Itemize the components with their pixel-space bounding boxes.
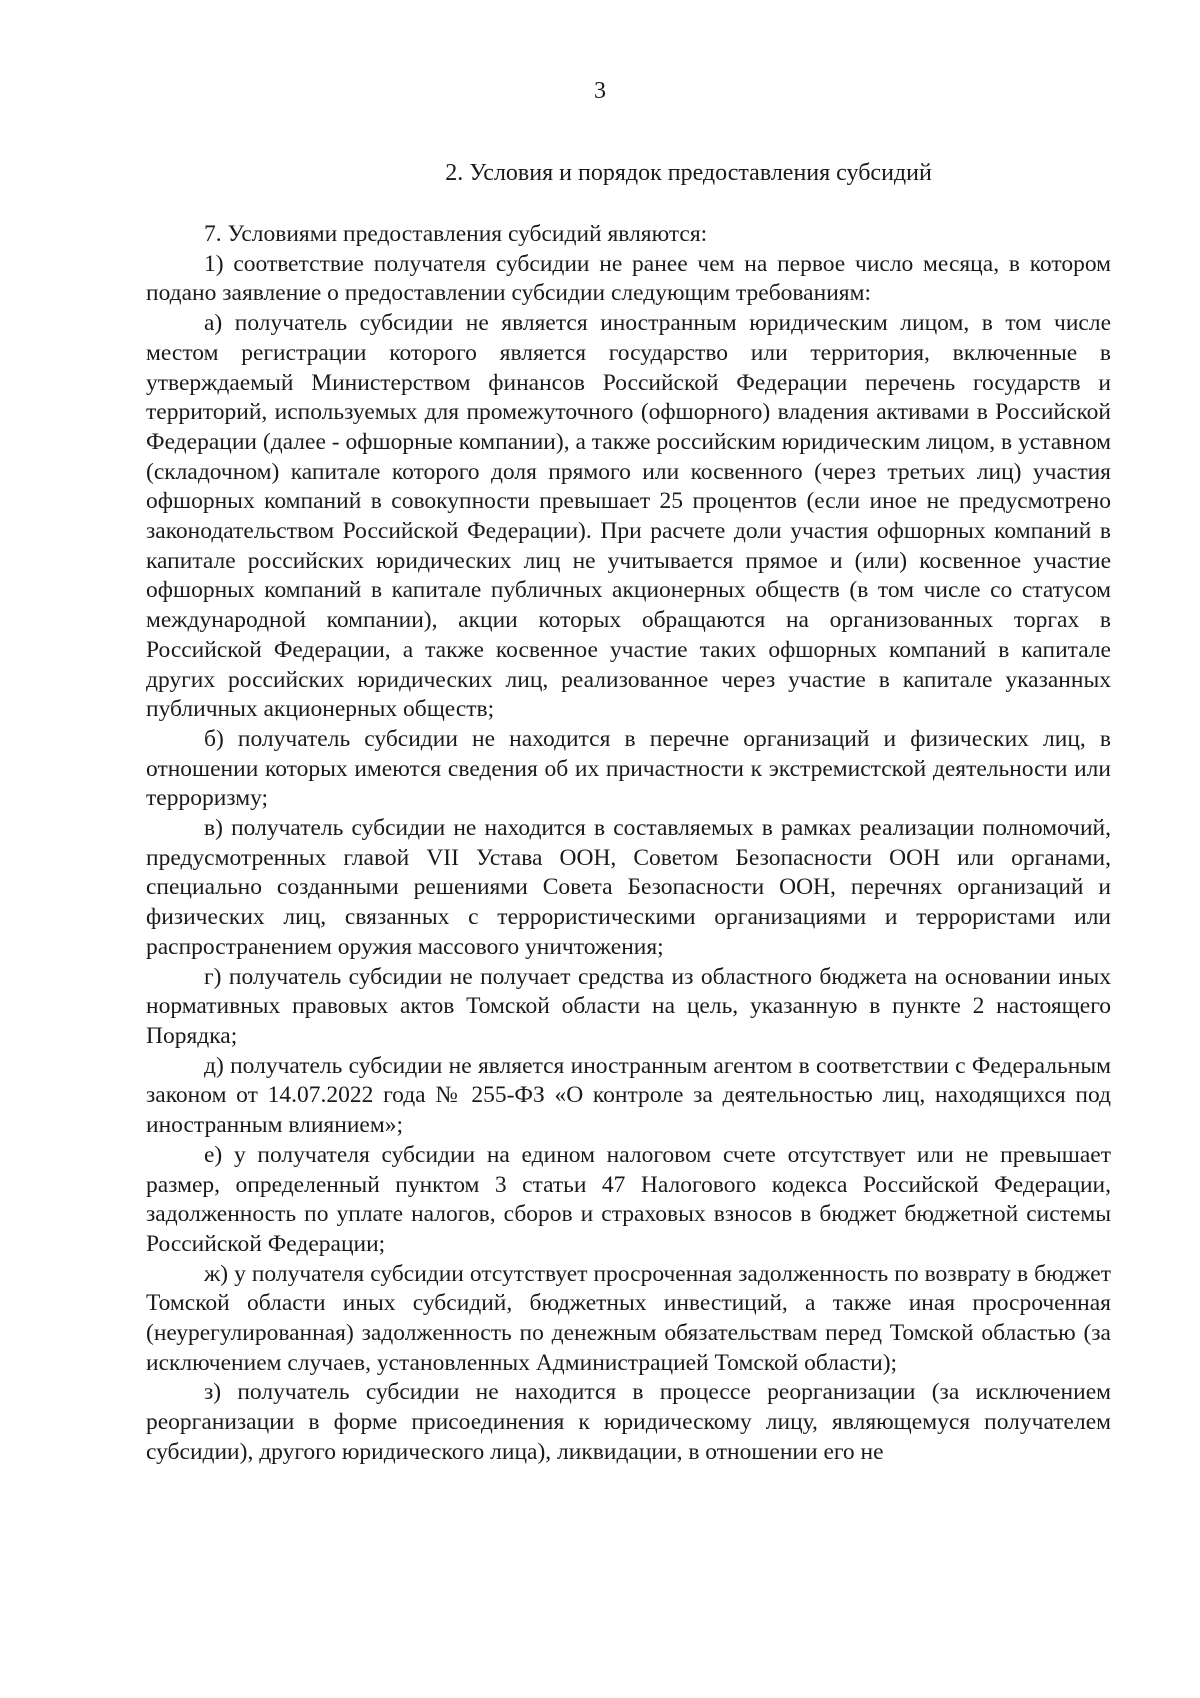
paragraph-subitem-b: б) получатель субсидии не находится в перечне организаций и физических лиц, в отношении которых имеются сведения об их причастности к экстремистской деятельности или терроризму;	[146, 725, 1111, 812]
document-body	[146, 220, 1111, 1468]
paragraph-subitem-a: а) получатель субсидии не является иностранным юридическим лицом, в том числе местом регистрации которого является государство или территория, включенные в утверждаемый Министерством финансов Российской Федерации перечень государств и территорий, используемых для промежуточного (офшорного) владения активами в Российской Федерации (далее - офшорные компании), а также российским юридическим лицом, в уставном (складочном) капитале которого доля прямого или косвенного (через третьих лиц) участия офшорных компаний в совокупности превышает 25 процентов (если иное не предусмотрено законодательством Российской Федерации). При расчете доли участия офшорных компаний в капитале российских юридических лиц не учитывается прямое и (или) косвенное участие офшорных компаний в капитале публичных акционерных обществ (в том числе со статусом международной компании), акции которых обращаются на организованных торгах в Российской Федерации, а также косвенное участие таких офшорных компаний в капитале других российских юридических лиц, реализованное через участие в капитале указанных публичных акционерных обществ;	[146, 310, 1111, 723]
section-heading: 2. Условия и порядок предоставления субсидий	[445, 160, 932, 186]
paragraph-item-7: 7. Условиями предоставления субсидий являются:	[204, 221, 708, 247]
paragraph-subitem-v: в) получатель субсидии не находится в составляемых в рамках реализации полномочий, предусмотренных главой VII Устава ООН, Советом Безопасности ООН или органами, специально созданными решениями Совета Безопасности ООН, перечнях организаций и физических лиц, связанных с террористическими организациями и террористами или распространением оружия массового уничтожения;	[146, 815, 1111, 960]
page-number: 3	[594, 78, 606, 104]
paragraph-subitem-1: 1) соответствие получателя субсидии не ранее чем на первое число месяца, в котором подано заявление о предоставлении субсидии следующим требованиям:	[146, 250, 1111, 307]
paragraph-subitem-e: е) у получателя субсидии на едином налоговом счете отсутствует или не превышает размер, определенный пунктом 3 статьи 47 Налогового кодекса Российской Федерации, задолженность по уплате налогов, сборов и страховых взносов в бюджет бюджетной системы Российской Федерации;	[146, 1141, 1111, 1257]
paragraph-subitem-z: з) получатель субсидии не находится в процессе реорганизации (за исключением реорганизации в форме присоединения к юридическому лицу, являющемуся получателем субсидии), другого юридического лица), ликвидации, в отношении его не	[146, 1379, 1111, 1465]
paragraph-subitem-zh: ж) у получателя субсидии отсутствует просроченная задолженность по возврату в бюджет Томской области иных субсидий, бюджетных инвестиций, а также иная просроченная (неурегулированная) задолженность по денежным обязательствам перед Томской областью (за исключением случаев, установленных Администрацией Томской области);	[146, 1260, 1111, 1376]
paragraph-subitem-d: д) получатель субсидии не является иностранным агентом в соответствии с Федеральным законом от 14.07.2022 года № 255-ФЗ «О контроле за деятельностью лиц, находящихся под иностранным влиянием»;	[146, 1052, 1111, 1139]
paragraph-subitem-g: г) получатель субсидии не получает средства из областного бюджета на основании иных нормативных правовых актов Томской области на цель, указанную в пункте 2 настоящего Порядка;	[146, 963, 1111, 1049]
